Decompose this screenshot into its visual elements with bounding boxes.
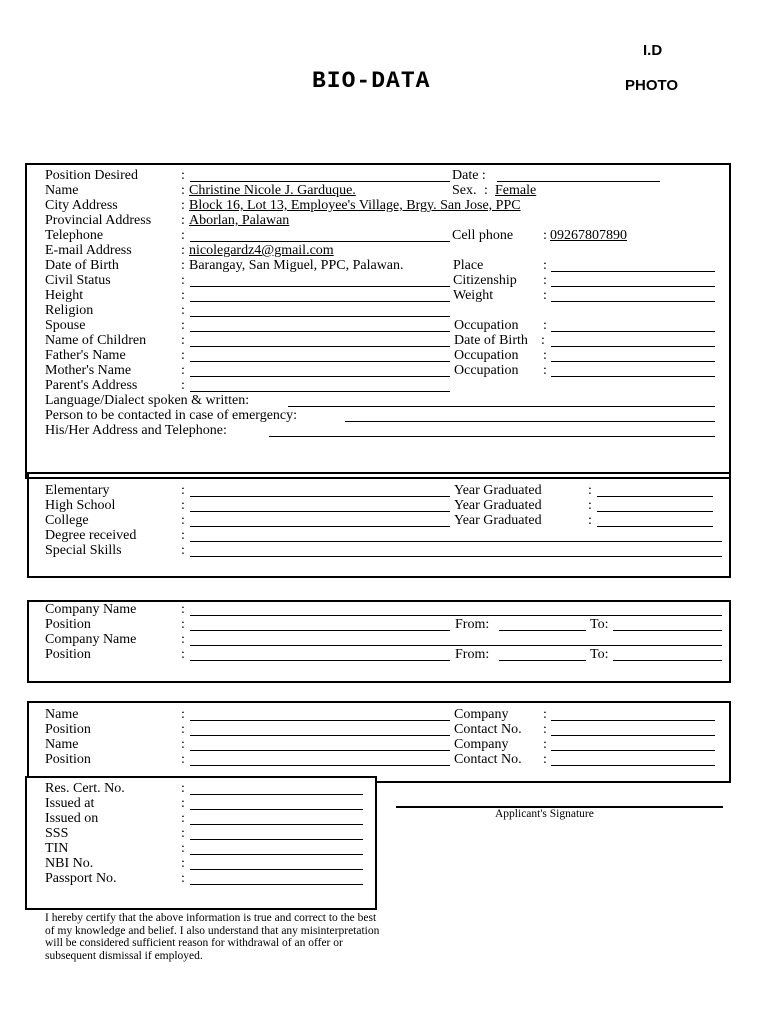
colon: : — [181, 543, 185, 558]
colon: : — [181, 243, 185, 258]
elementary-year-field[interactable] — [597, 496, 713, 497]
high-school-label: High School — [45, 498, 116, 513]
from-2-field[interactable] — [499, 660, 586, 661]
college-year-field[interactable] — [597, 526, 713, 527]
mother-occupation-label: Occupation — [454, 363, 519, 378]
to-1-label: To: — [590, 617, 609, 632]
spouse-label: Spouse — [45, 318, 86, 333]
weight-field[interactable] — [551, 301, 715, 302]
colon: : — [181, 333, 185, 348]
father-label: Father's Name — [45, 348, 126, 363]
from-1-field[interactable] — [499, 630, 586, 631]
father-occupation-field[interactable] — [551, 361, 715, 362]
emergency-address-field[interactable] — [269, 436, 715, 437]
spouse-occupation-field[interactable] — [551, 331, 715, 332]
dob-label: Date of Birth — [45, 258, 119, 273]
mother-label: Mother's Name — [45, 363, 132, 378]
place-label: Place — [453, 258, 484, 273]
colon: : — [181, 348, 185, 363]
children-dob-field[interactable] — [551, 346, 715, 347]
position-1-label: Position — [45, 617, 91, 632]
colon: : — [543, 348, 547, 363]
degree-label: Degree received — [45, 528, 137, 543]
weight-label: Weight — [453, 288, 494, 303]
children-field[interactable] — [190, 346, 450, 347]
father-occupation-label: Occupation — [454, 348, 519, 363]
issued-at-label: Issued at — [45, 796, 95, 811]
emergency-contact-field[interactable] — [345, 421, 715, 422]
colon: : — [181, 483, 185, 498]
high-school-year-label: Year Graduated — [454, 498, 542, 513]
colon: : — [181, 213, 185, 228]
colon: : — [181, 168, 185, 183]
reference-name-1-field[interactable] — [190, 720, 450, 721]
emergency-contact-label: Person to be contacted in case of emergency: — [45, 408, 298, 423]
elementary-label: Elementary — [45, 483, 110, 498]
date-label: Date : — [452, 168, 486, 183]
colon: : — [181, 528, 185, 543]
city-address-label: City Address — [45, 198, 118, 213]
certification-text: I hereby certify that the above information is true and correct to the best of my knowledge and belief. I also understand that any misinterpretation will be considered sufficient reason for withdrawal of an offer or subsequent dismissal if employed. — [45, 912, 380, 962]
colon: : — [543, 363, 547, 378]
sex-colon: : — [484, 183, 488, 198]
reference-name-1-label: Name — [45, 707, 79, 722]
reference-contact-1-field[interactable] — [551, 735, 715, 736]
language-label: Language/Dialect spoken & written: — [45, 393, 250, 408]
colon: : — [181, 378, 185, 393]
colon: : — [181, 513, 185, 528]
company-name-1-field[interactable] — [190, 615, 722, 616]
from-1-label: From: — [455, 617, 490, 632]
reference-position-2-label: Position — [45, 752, 91, 767]
religion-label: Religion — [45, 303, 94, 318]
reference-position-1-label: Position — [45, 722, 91, 737]
tin-field[interactable] — [190, 854, 363, 855]
colon: : — [543, 288, 547, 303]
passport-field[interactable] — [190, 884, 363, 885]
photo-label: PHOTO — [625, 77, 679, 94]
reference-contact-2-label: Contact No. — [454, 752, 522, 767]
college-field[interactable] — [190, 526, 450, 527]
id-photo-label: I.D — [643, 42, 663, 59]
colon: : — [543, 228, 547, 243]
parents-address-label: Parent's Address — [45, 378, 138, 393]
provincial-address-label: Provincial Address — [45, 213, 152, 228]
civil-status-label: Civil Status — [45, 273, 111, 288]
spouse-field[interactable] — [190, 331, 450, 332]
colon: : — [543, 273, 547, 288]
colon: : — [181, 752, 185, 767]
college-label: College — [45, 513, 89, 528]
high-school-year-field[interactable] — [597, 511, 713, 512]
to-2-label: To: — [590, 647, 609, 662]
reference-name-2-field[interactable] — [190, 750, 450, 751]
city-address-value: Block 16, Lot 13, Employee's Village, Brgy. San Jose, PPC — [189, 198, 521, 213]
nbi-label: NBI No. — [45, 856, 94, 871]
colon: : — [181, 303, 185, 318]
spouse-occupation-label: Occupation — [454, 318, 519, 333]
elementary-field[interactable] — [190, 496, 450, 497]
citizenship-label: Citizenship — [453, 273, 517, 288]
issued-at-field[interactable] — [190, 809, 363, 810]
tin-label: TIN — [45, 841, 69, 856]
reference-contact-1-label: Contact No. — [454, 722, 522, 737]
colon: : — [543, 318, 547, 333]
colon: : — [181, 811, 185, 826]
colon: : — [543, 722, 547, 737]
special-skills-label: Special Skills — [45, 543, 122, 558]
height-label: Height — [45, 288, 84, 303]
position-1-field[interactable] — [190, 630, 450, 631]
place-field[interactable] — [551, 271, 715, 272]
position-2-field[interactable] — [190, 660, 450, 661]
company-name-2-field[interactable] — [190, 645, 722, 646]
colon: : — [181, 856, 185, 871]
education-section — [27, 472, 731, 578]
colon: : — [541, 333, 545, 348]
res-cert-label: Res. Cert. No. — [45, 781, 125, 796]
colon: : — [181, 273, 185, 288]
colon: : — [181, 183, 185, 198]
telephone-field[interactable] — [190, 241, 450, 242]
page-title: BIO-DATA — [312, 68, 431, 94]
applicant-signature-label: Applicant's Signature — [495, 808, 594, 820]
cell-phone-label: Cell phone — [452, 228, 514, 243]
name-value: Christine Nicole J. Garduque. — [189, 183, 356, 198]
colon: : — [181, 707, 185, 722]
colon: : — [181, 602, 185, 617]
colon: : — [181, 198, 185, 213]
children-dob-label: Date of Birth — [454, 333, 528, 348]
position-desired-label: Position Desired — [45, 168, 138, 183]
colon: : — [588, 513, 592, 528]
colon: : — [181, 871, 185, 886]
height-field[interactable] — [190, 301, 450, 302]
sex-value: Female — [495, 183, 537, 198]
degree-field[interactable] — [190, 541, 722, 542]
company-name-2-label: Company Name — [45, 632, 137, 647]
emergency-address-label: His/Her Address and Telephone: — [45, 423, 227, 438]
reference-company-2-label: Company — [454, 737, 509, 752]
res-cert-field[interactable] — [190, 794, 363, 795]
colon: : — [181, 258, 185, 273]
reference-company-1-label: Company — [454, 707, 509, 722]
colon: : — [543, 737, 547, 752]
colon: : — [181, 647, 185, 662]
children-label: Name of Children — [45, 333, 147, 348]
to-2-field[interactable] — [613, 660, 722, 661]
colon: : — [181, 228, 185, 243]
colon: : — [588, 498, 592, 513]
passport-label: Passport No. — [45, 871, 117, 886]
religion-field[interactable] — [190, 316, 450, 317]
issued-on-label: Issued on — [45, 811, 99, 826]
colon: : — [181, 722, 185, 737]
issued-on-field[interactable] — [190, 824, 363, 825]
civil-status-field[interactable] — [190, 286, 450, 287]
colon: : — [181, 826, 185, 841]
elementary-year-label: Year Graduated — [454, 483, 542, 498]
colon: : — [181, 632, 185, 647]
reference-position-2-field[interactable] — [190, 765, 450, 766]
colon: : — [543, 707, 547, 722]
special-skills-field[interactable] — [190, 556, 722, 557]
nbi-field[interactable] — [190, 869, 363, 870]
to-1-field[interactable] — [613, 630, 722, 631]
from-2-label: From: — [455, 647, 490, 662]
mother-field[interactable] — [190, 376, 450, 377]
colon: : — [181, 781, 185, 796]
reference-contact-2-field[interactable] — [551, 765, 715, 766]
sss-field[interactable] — [190, 839, 363, 840]
citizenship-field[interactable] — [551, 286, 715, 287]
colon: : — [181, 841, 185, 856]
cell-phone-value: 09267807890 — [550, 228, 627, 243]
father-field[interactable] — [190, 361, 450, 362]
telephone-label: Telephone — [45, 228, 104, 243]
colon: : — [181, 617, 185, 632]
company-name-1-label: Company Name — [45, 602, 137, 617]
reference-company-1-field[interactable] — [551, 720, 715, 721]
college-year-label: Year Graduated — [454, 513, 542, 528]
colon: : — [181, 796, 185, 811]
colon: : — [543, 752, 547, 767]
sex-label: Sex. — [452, 183, 477, 198]
colon: : — [588, 483, 592, 498]
dob-value: Barangay, San Miguel, PPC, Palawan. — [189, 258, 404, 273]
colon: : — [181, 288, 185, 303]
reference-name-2-label: Name — [45, 737, 79, 752]
mother-occupation-field[interactable] — [551, 376, 715, 377]
email-label: E-mail Address — [45, 243, 132, 258]
reference-company-2-field[interactable] — [551, 750, 715, 751]
colon: : — [543, 258, 547, 273]
colon: : — [181, 498, 185, 513]
references-section — [27, 701, 731, 783]
position-2-label: Position — [45, 647, 91, 662]
parents-address-field[interactable] — [190, 391, 450, 392]
high-school-field[interactable] — [190, 511, 450, 512]
colon: : — [181, 363, 185, 378]
colon: : — [181, 318, 185, 333]
position-desired-field[interactable] — [190, 181, 450, 182]
name-label: Name — [45, 183, 79, 198]
language-field[interactable] — [288, 406, 715, 407]
reference-position-1-field[interactable] — [190, 735, 450, 736]
email-value: nicolegardz4@gmail.com — [189, 243, 334, 258]
colon: : — [181, 737, 185, 752]
sss-label: SSS — [45, 826, 69, 841]
date-field[interactable] — [497, 181, 660, 182]
provincial-address-value: Aborlan, Palawan — [189, 213, 290, 228]
